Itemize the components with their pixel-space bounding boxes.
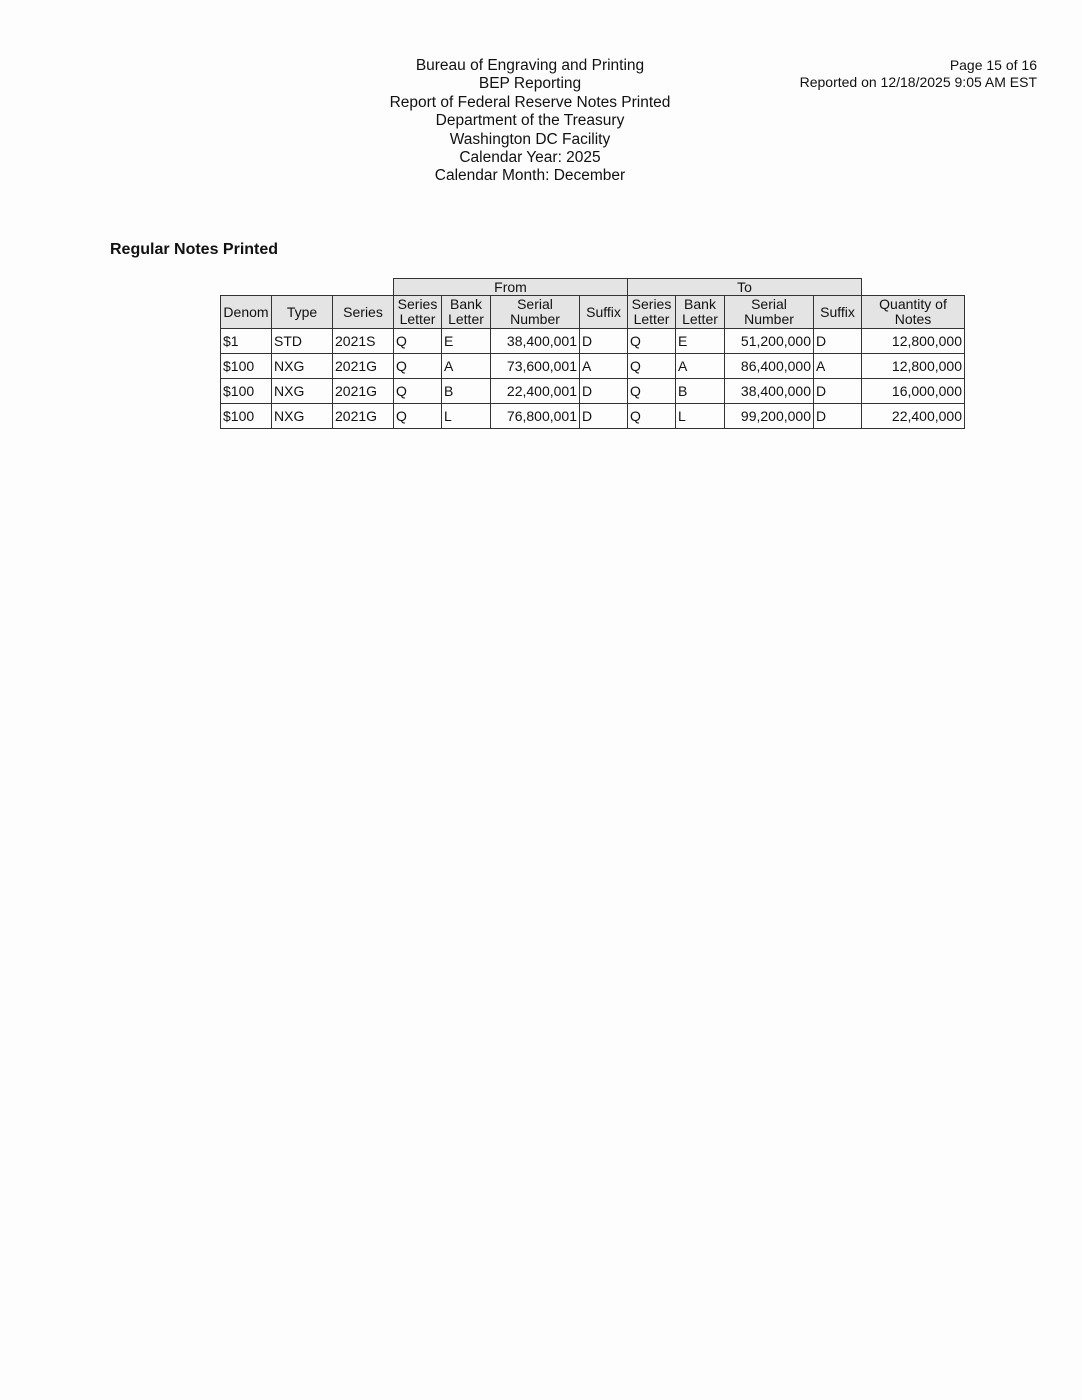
column-header-from-serial-number	[491, 296, 580, 329]
cell-from-series-letter: Q	[394, 354, 442, 379]
cell-type: NXG	[272, 404, 333, 429]
cell-from-bank-letter: A	[442, 354, 491, 379]
cell-series: 2021G	[333, 404, 394, 429]
cell-to-suffix: D	[814, 404, 862, 429]
column-header-text: Notes	[894, 311, 932, 327]
cell-denom: $100	[221, 354, 272, 379]
cell-quantity-of-notes: 12,800,000	[862, 354, 965, 379]
notes-printed-table	[220, 278, 965, 429]
cell-to-series-letter: Q	[628, 354, 676, 379]
section-title: Regular Notes Printed	[110, 241, 279, 258]
cell-to-serial-number: 86,400,000	[725, 354, 814, 379]
header-line: Bureau of Engraving and Printing	[415, 57, 645, 74]
calendar-year: Calendar Year: 2025	[459, 149, 601, 167]
cell-to-bank-letter: E	[676, 329, 725, 354]
cell-type: NXG	[272, 379, 333, 404]
header-line: Department of the Treasury	[435, 112, 625, 130]
column-header-to-bank-letter	[676, 296, 725, 329]
column-header-from-suffix	[580, 296, 628, 329]
column-header-text: Number	[510, 311, 560, 327]
column-header-to-serial-number	[725, 296, 814, 329]
column-header-text: Series	[631, 296, 672, 312]
cell-from-suffix: A	[580, 354, 628, 379]
column-header-text: Serial	[751, 296, 787, 312]
report-title: Report of Federal Reserve Notes Printed	[389, 93, 671, 111]
group-header-row	[221, 279, 965, 296]
group-header-blank	[221, 279, 394, 296]
cell-from-serial-number: 22,400,001	[491, 379, 580, 404]
cell-from-series-letter: Q	[394, 329, 442, 354]
cell-from-serial-number: 38,400,001	[491, 329, 580, 354]
cell-denom: $1	[221, 329, 272, 354]
column-header-text: Serial	[517, 296, 553, 312]
column-header-series	[333, 296, 394, 329]
column-header-text: Bank	[450, 296, 482, 312]
cell-to-serial-number: 99,200,000	[725, 404, 814, 429]
table-row	[221, 404, 965, 429]
cell-quantity-of-notes: 16,000,000	[862, 379, 965, 404]
column-header-text: Series	[397, 296, 438, 312]
cell-series: 2021S	[333, 329, 394, 354]
table-row	[221, 379, 965, 404]
cell-from-bank-letter: B	[442, 379, 491, 404]
column-header-text: Letter	[633, 311, 670, 327]
cell-type: NXG	[272, 354, 333, 379]
column-header-text: Denom	[223, 303, 269, 320]
column-header-text: Quantity of	[879, 296, 947, 312]
cell-to-bank-letter: L	[676, 404, 725, 429]
header-line: Washington DC Facility	[449, 130, 611, 148]
cell-denom: $100	[221, 379, 272, 404]
column-header-from-series-letter	[394, 296, 442, 329]
cell-quantity-of-notes: 12,800,000	[862, 329, 965, 354]
cell-from-suffix: D	[580, 404, 628, 429]
cell-from-serial-number: 73,600,001	[491, 354, 580, 379]
report-header	[330, 57, 730, 186]
page-info	[800, 57, 1037, 90]
column-header-denom	[221, 296, 272, 329]
cell-to-bank-letter: A	[676, 354, 725, 379]
column-header-text: Series	[343, 303, 383, 320]
column-header-text: Suffix	[586, 303, 621, 320]
column-header-from-bank-letter	[442, 296, 491, 329]
header-line: BEP Reporting	[478, 75, 582, 93]
group-header-to: To	[628, 279, 862, 296]
table-row	[221, 354, 965, 379]
group-header-from: From	[394, 279, 628, 296]
column-header-text: Letter	[448, 311, 484, 327]
table-body	[221, 329, 965, 429]
cell-to-suffix: D	[814, 379, 862, 404]
cell-to-serial-number: 38,400,000	[725, 379, 814, 404]
cell-to-suffix: A	[814, 354, 862, 379]
cell-to-series-letter: Q	[628, 404, 676, 429]
column-header-quantity-of-notes	[862, 296, 965, 329]
cell-to-bank-letter: B	[676, 379, 725, 404]
cell-from-series-letter: Q	[394, 379, 442, 404]
cell-to-series-letter: Q	[628, 329, 676, 354]
cell-from-bank-letter: E	[442, 329, 491, 354]
group-header-blank	[862, 279, 965, 296]
cell-to-suffix: D	[814, 329, 862, 354]
column-header-row	[221, 296, 965, 329]
cell-type: STD	[272, 329, 333, 354]
column-header-text: Type	[286, 303, 318, 320]
calendar-month: Calendar Month: December	[434, 167, 626, 185]
column-header-text: Suffix	[820, 303, 855, 320]
cell-from-series-letter: Q	[394, 404, 442, 429]
column-header-type	[272, 296, 333, 329]
cell-from-suffix: D	[580, 379, 628, 404]
column-header-text: Number	[744, 311, 794, 327]
column-header-to-series-letter	[628, 296, 676, 329]
cell-series: 2021G	[333, 379, 394, 404]
table-row	[221, 329, 965, 354]
column-header-text: Bank	[684, 296, 716, 312]
cell-from-suffix: D	[580, 329, 628, 354]
column-header-text: Letter	[682, 311, 718, 327]
cell-to-serial-number: 51,200,000	[725, 329, 814, 354]
cell-denom: $100	[221, 404, 272, 429]
cell-series: 2021G	[333, 354, 394, 379]
cell-from-bank-letter: L	[442, 404, 491, 429]
cell-from-serial-number: 76,800,001	[491, 404, 580, 429]
reported-timestamp: Reported on 12/18/2025 9:05 AM EST	[799, 73, 1037, 90]
column-header-text: Letter	[399, 311, 436, 327]
column-header-to-suffix	[814, 296, 862, 329]
cell-to-series-letter: Q	[628, 379, 676, 404]
page-number: Page 15 of 16	[949, 57, 1037, 73]
cell-quantity-of-notes: 22,400,000	[862, 404, 965, 429]
